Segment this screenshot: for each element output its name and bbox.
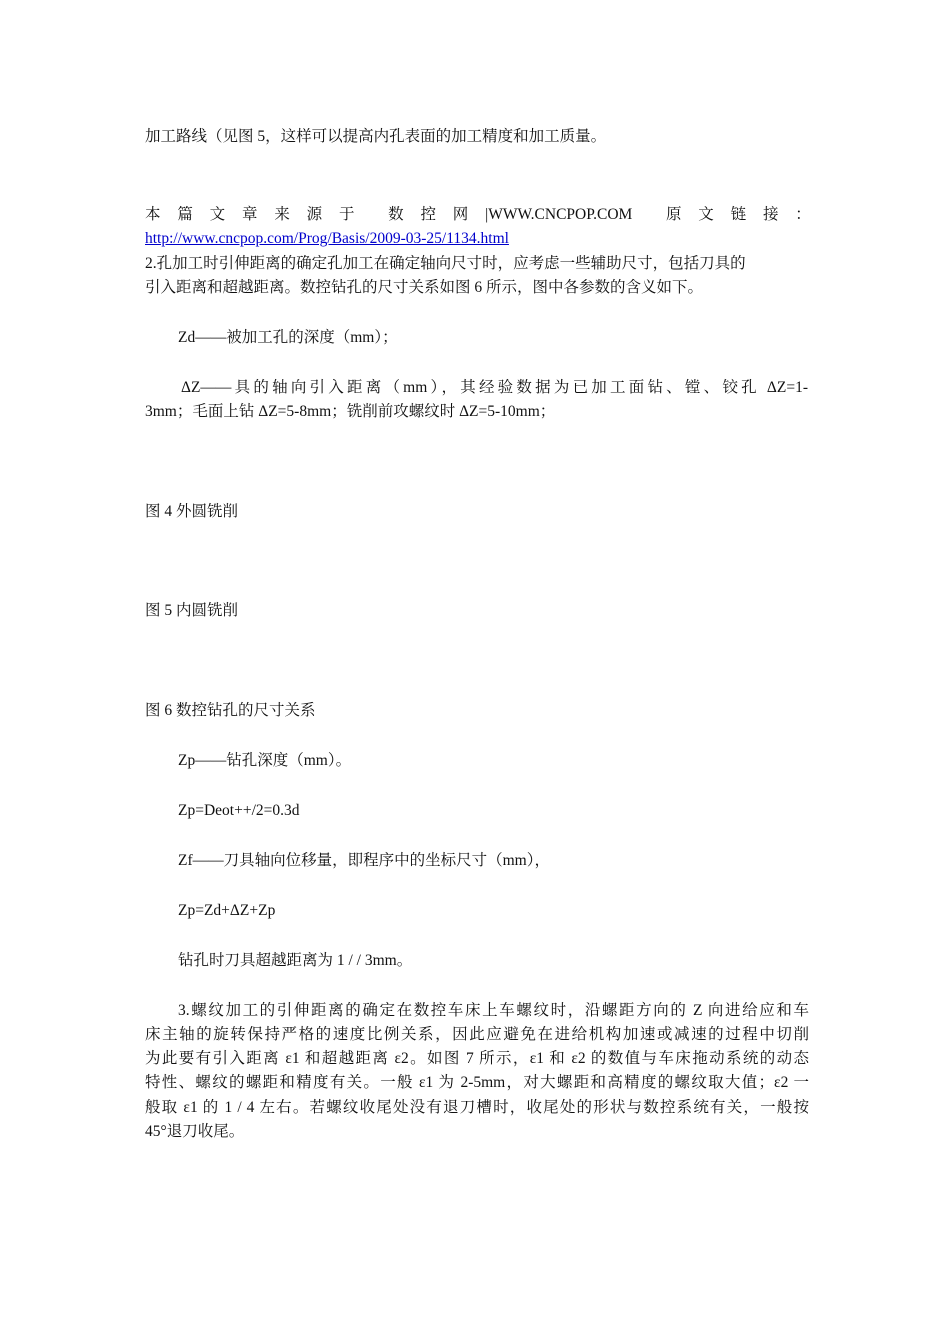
definition-zp: Zp——钻孔深度（mm）。	[178, 752, 352, 769]
paragraph-line: 引入距离和超越距离。数控钻孔的尺寸关系如图 6 所示，图中各参数的含义如下。	[145, 279, 704, 296]
source-char: 文	[698, 206, 714, 223]
paragraph-line: 2.孔加工时引伸距离的确定孔加工在确定轴向尺寸时，应考虑一些辅助尺寸，包括刀具的	[145, 255, 746, 272]
source-link[interactable]: http://www.cncpop.com/Prog/Basis/2009-03-25/1134.html	[145, 230, 509, 247]
source-char: 数	[388, 206, 404, 223]
source-char: 文	[209, 206, 226, 223]
paragraph-line: 般取 ε1 的 1 / 4 左右。若螺纹收尾处没有退刀槽时，收尾处的形状与数控系统有关，一般按	[145, 1099, 809, 1116]
source-char: 章	[241, 206, 258, 223]
definition-dz: ΔZ——具的轴向引入距离（mm），其经验数据为已加工面钻、镗、铰孔 ΔZ=1-	[181, 379, 808, 396]
source-char: 原	[665, 206, 682, 223]
figure-caption-4: 图 4 外圆铣削	[145, 503, 239, 520]
source-char: 本	[145, 206, 161, 223]
paragraph-line: 45°退刀收尾。	[145, 1123, 245, 1140]
source-site-url: |WWW.CNCPOP.COM	[485, 206, 633, 223]
paragraph-line: 3.螺纹加工的引伸距离的确定在数控车床上车螺纹时，沿螺距方向的 Z 向进给应和车	[178, 1002, 809, 1019]
formula-zp: Zp=Deot++/2=0.3d	[178, 802, 300, 819]
source-char: 于	[338, 206, 355, 223]
overtravel-note: 钻孔时刀具超越距离为 1 / / 3mm。	[178, 952, 413, 969]
source-char: ：	[795, 206, 811, 223]
paragraph-line: 为此要有引入距离 ε1 和超越距离 ε2。如图 7 所示，ε1 和 ε2 的数值与车床拖动系统的动态	[145, 1050, 809, 1067]
formula-zp-sum: Zp=Zd+ΔZ+Zp	[178, 902, 276, 919]
source-char: 来	[274, 206, 290, 223]
figure-caption-5: 图 5 内圆铣削	[145, 602, 239, 619]
definition-zf: Zf——刀具轴向位移量，即程序中的坐标尺寸（mm），	[178, 852, 550, 869]
paragraph-line: 加工路线（见图 5，这样可以提高内孔表面的加工精度和加工质量。	[145, 128, 607, 145]
source-link-line	[145, 227, 810, 251]
source-char: 网	[452, 206, 469, 223]
source-char: 控	[420, 206, 436, 223]
source-char: 源	[306, 206, 323, 223]
paragraph-line: 特性、螺纹的螺距和精度有关。一般 ε1 为 2-5mm，对大螺距和高精度的螺纹取大值；ε2 一	[145, 1074, 809, 1091]
figure-caption-6: 图 6 数控钻孔的尺寸关系	[145, 702, 316, 719]
source-char: 接	[762, 206, 779, 223]
source-char: 篇	[177, 206, 193, 223]
definition-zd: Zd——被加工孔的深度（mm）；	[178, 329, 398, 346]
source-attribution	[145, 203, 811, 227]
paragraph-line: 床主轴的旋转保持严格的速度比例关系，因此应避免在进给机构加速或减速的过程中切削	[145, 1026, 809, 1043]
definition-dz-cont: 3mm；毛面上钻 ΔZ=5-8mm；铣削前攻螺纹时 ΔZ=5-10mm；	[145, 403, 556, 420]
source-char: 链	[730, 206, 747, 223]
